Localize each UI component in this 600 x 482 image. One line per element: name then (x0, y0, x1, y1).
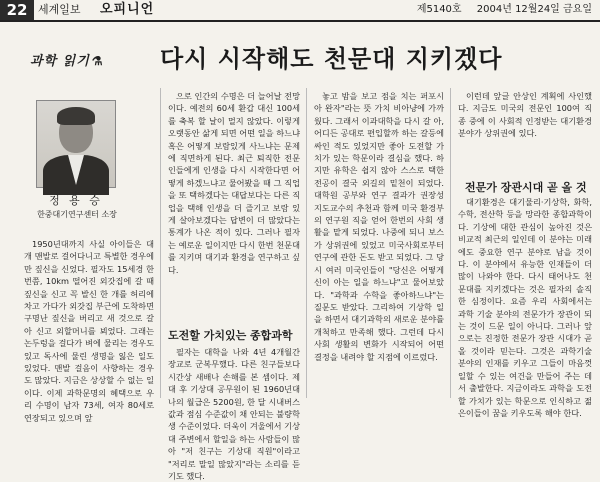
article-paragraph: 대기환경은 대기물리·기상학, 화학, 수학, 전산학 등을 망라한 종합과학이다. 기상에 대한 관심이 높아진 것은 비교적 최근의 일인데 이 분야는 미래에도 중요한 연구 분야로 남을 것이다. 이 분야에서 유능한 인재들이 더 많이 나와야 한다. 다시 태어나도 천문대를 지키겠다는 것은 필자의 솔직한 심정이다. 요즘 우리 사회에서는 과학 기술 분야의 전문가가 장관이 되는 것이 드문 일이 아니다. 그러나 앞으로는 진정한 전문가 장관 시대가 곧 올 것이라 믿는다. 그것은 과학기술 분야의 인재를 키우고 그들이 마음껏 일할 수 있는 여건을 만들어 주는 데서 출발한다. 지금이라도 과학을 도전할 가치가 있는 학문으로 인식하고 젊은이들이 꿈을 키우도록 해야 한다. (458, 197, 592, 418)
column-divider (450, 88, 451, 398)
page-header (0, 0, 600, 22)
article-column-3 (314, 90, 444, 400)
issue-info (405, 3, 592, 17)
headline: 다시 시작해도 천문대 지키겠다 (160, 45, 503, 73)
article-column-1 (24, 238, 154, 423)
article-column-2-lower (168, 346, 300, 482)
column-name-label: 과학 읽기 (30, 54, 90, 69)
author-name: 정 용 승 (49, 194, 103, 207)
article-paragraph: 놓고 밤을 보고 점을 치는 퍼포시아 완자"라는 뜻 가치 비아냥에 가까웠다. 그래서 이과대학을 다시 갈 아, 어디든 공대로 편입할까 하는 갈등에 싸인 적도 있었지만 좋아 도전할 가치가 있는 학문이라 결심을 했다. 하지만 유학은 쉽지 않아 스스로 택한 전공이 결국 외길의 밑천이 되었다. 대학원 공부와 연구 결과가 권장성 지도교수의 추천과 함께 미국 환경부의 연구원 직을 얻어 한번의 사회 생활을 맡게 되었다. 나중에 되니 보스가 상위권에 있었고 미국사회로부터 연구에 관한 돈도 받고 되었다. 그 당시 여러 미국인들이 "당신은 어떻게 신이 아는 일을 하느냐"고 물어보았다. "과학과 수학을 좋아하느냐"는 질문도 받았다. 그리하여 기상학 일을 하면서 대기과학의 새로운 분야를 개척하고 만족해 했다. 그런데 다시 사회 생활의 변화가 시작되어 어떤 결정을 내려야 할 지점에 이르렀다. (314, 91, 444, 362)
column-divider (160, 88, 161, 398)
article-paragraph: 1950년대까지 사실 아이들은 대개 맨발로 걸어다니고 특별한 경우에만 짚신을 신었다. 필자도 15세경 한번쯤, 10km 떨어진 외갓집에 갈 때 짚신을 신고 꼭 발신 한 개를 허리에 차고 가다가 외갓집 부근에 도착하면 구명난 짚신을 버리고 새 것으로 갈아 신고 외할머니를 뵈었다. 그래는 논두렁을 걸다가 벼에 물리는 경우도 있고 독사에 물린 생명을 잃은 일도 있었다. 맨발 걸음이 사향하는 경우도 많았다. 지금은 상상할 수 없는 일이다. 이제 과학문명의 혜택으로 우리 수명이 남자 73세, 여자 80세로 연장되고 있으며 앞 (24, 239, 154, 423)
author-photo (36, 100, 116, 188)
article-paragraph: 이런데 앞글 안상인 계획에 사인했다. 지금도 미국의 전문인 100여 직종 중에 이 사회적 인정받는 대기환경 분야가 상위권에 있다. (458, 91, 592, 139)
column-divider (306, 88, 307, 398)
section-title: 오피니언 (100, 2, 155, 17)
subheading-2: 전문가 장관시대 곧 올 것 (465, 181, 587, 194)
article-paragraph: 필자는 대학을 나와 4년 4개월간 장교로 군복무했다. 다른 친구들보다 시간상 새배나 손해를 본 셈이다. 제대 후 기상대 공무원이 된 1960년대 나의 월급은 5200원, 한 달 시내버스값과 점심 수준값이 채 안되는 불량학생 수준이었다. 더욱이 겨울에서 기상대 주변에서 할일을 하는 사람들이 많아 "저 친구는 기상대 직원"이라고 "저리로 말일 많았지"라는 소리를 듣기도 했다. (168, 347, 300, 482)
column-name (30, 50, 104, 69)
issue-date: 2004년 12월24일 금요일 (476, 4, 592, 15)
issue-number: 제5140호 (416, 4, 462, 15)
article-column-4-lower (458, 196, 592, 418)
article-paragraph: 으로 인간의 수명은 더 늘어날 전망이다. 예전의 60세 환갑 대신 100세를 축복 할 날이 멀지 않았다. 이렇게 오랫동안 삶게 되면 어떤 일을 하느냐 혹은 어떻게 보람있게 사느냐는 문제에 직면하게 된다. 최근 퇴직한 전문인들에게 인생을 다시 시작한다면 어떻게 하겠느냐고 물어봤을 때 그 직업을 또 택하겠다는 대답보다는 다른 직업을 택해 인생을 더 즐기고 보람 있게 살아보겠다는 답변이 더 많았다는 통계가 나온 적이 있다. 그러나 필자는 예로운 일이지만 다시 한번 천문대를 지키며 대기과 환경을 연구하고 싶다. (168, 91, 300, 275)
newspaper-name: 세계일보 (38, 3, 81, 16)
subheading-1: 도전할 가치있는 종합과학 (168, 329, 293, 342)
flask-icon: ⚗ (91, 54, 104, 68)
page-number: 22 (0, 0, 34, 20)
photo-hair (57, 107, 95, 125)
article-column-4 (458, 90, 592, 180)
article-column-2 (168, 90, 300, 325)
author-title: 한중대기연구센터 소장 (37, 210, 117, 219)
